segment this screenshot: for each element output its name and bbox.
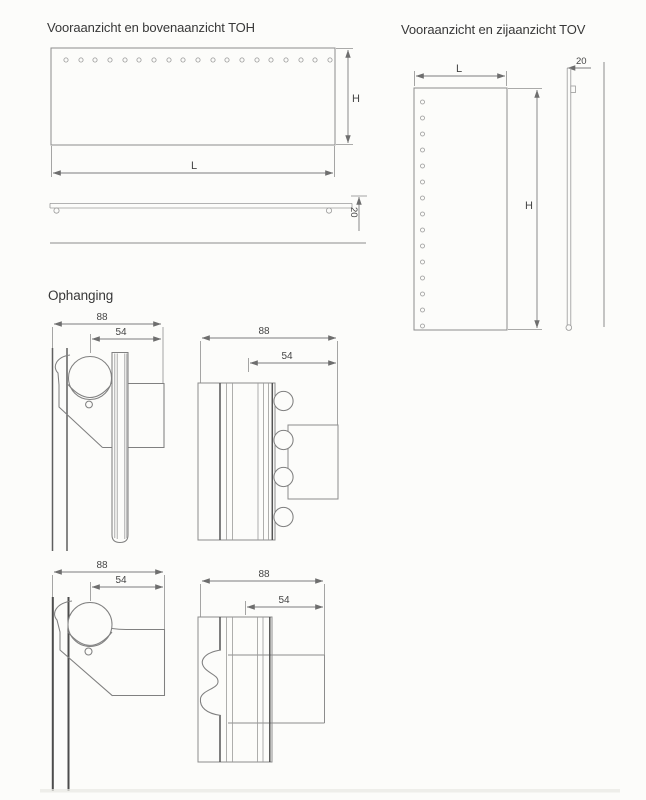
mounting-a-dim-inner-label: 54 (115, 327, 127, 338)
tov-dim-depth-label: 20 (576, 56, 587, 67)
mounting-c-dim-inner-label: 54 (115, 575, 127, 586)
tov-hook-bottom (566, 325, 572, 331)
mounting-c-dim-overall-label: 88 (96, 560, 108, 571)
mounting-d-bracket (228, 655, 325, 723)
mounting-c-notch (85, 648, 92, 655)
section-title-toh: Vooraanzicht en bovenaanzicht TOH (47, 20, 255, 35)
mounting-b-bracket (288, 425, 338, 499)
toh-dim-depth-label: 20 (348, 207, 359, 218)
toh-front-view (51, 48, 360, 177)
mounting-b-tube-circles (274, 391, 293, 526)
toh-hook-left (54, 208, 59, 213)
section-title-tov: Vooraanzicht en zijaanzicht TOV (401, 22, 586, 37)
mounting-a-wall (53, 348, 68, 551)
toh-hook-right (326, 208, 331, 213)
mounting-a-dim-overall-label: 88 (96, 312, 108, 323)
mounting-c-wall (53, 597, 69, 791)
toh-dim-length-label: L (190, 160, 198, 172)
tov-dim-length-label: L (455, 63, 463, 75)
toh-top-view (50, 196, 367, 243)
mounting-a-tube-circle (69, 357, 112, 400)
tov-hook-top (571, 86, 576, 93)
mounting-side-view-top (53, 312, 165, 551)
mounting-top-view-bottom (198, 569, 325, 762)
mounting-d-clip (200, 650, 221, 716)
toh-dim-height-label: H (352, 93, 360, 105)
mounting-top-view-top (198, 326, 338, 540)
tov-hole-column (421, 100, 425, 328)
section-title-ophanging: Ophanging (48, 288, 114, 303)
tov-dim-height-label: H (525, 200, 533, 212)
tov-front-view (414, 63, 542, 330)
toh-hole-row (64, 58, 332, 62)
tov-side-view (566, 56, 604, 330)
mounting-side-view-bottom (53, 560, 165, 791)
mounting-a-notch (86, 401, 93, 408)
mounting-c-bracket (112, 629, 165, 696)
mounting-c-tube-circle (68, 603, 112, 647)
mounting-b-dim-overall-label: 88 (258, 326, 270, 337)
mounting-b-dim-inner-label: 54 (281, 351, 293, 362)
mounting-d-dim-overall-label: 88 (258, 569, 270, 580)
scan-artifact-line (40, 789, 620, 793)
mounting-d-dim-inner-label: 54 (278, 595, 290, 606)
